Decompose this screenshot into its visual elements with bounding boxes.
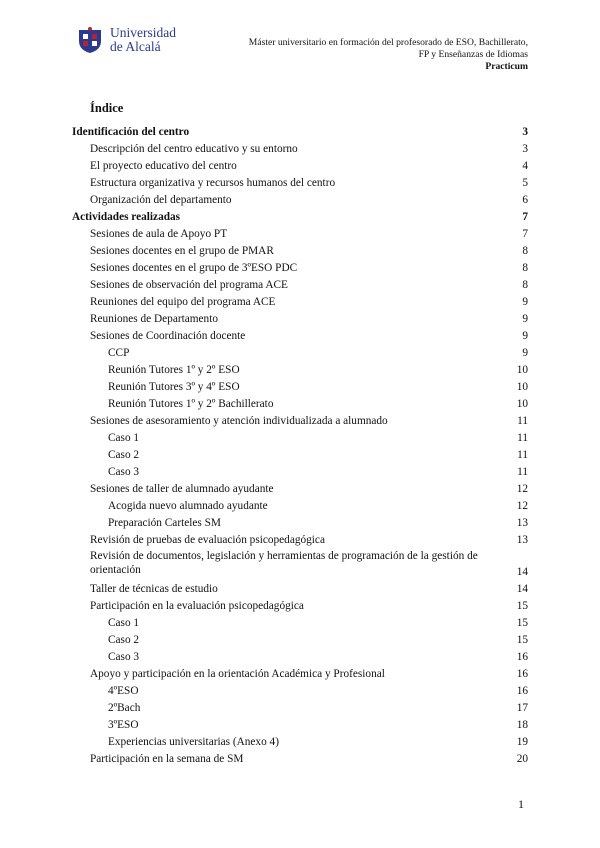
toc-entry-title: Sesiones de asesoramiento y atención individualizada a alumnado xyxy=(90,415,388,427)
toc-entry-page: 4 xyxy=(522,160,528,172)
toc-entry-page: 16 xyxy=(516,685,528,697)
toc-entry-page: 8 xyxy=(522,262,528,274)
header-line-2: FP y Enseñanzas de Idiomas xyxy=(418,49,528,61)
toc-entry-title: 4ºESO xyxy=(108,685,139,697)
toc-entry-title: Actividades realizadas xyxy=(72,211,181,223)
toc-entry-page: 19 xyxy=(516,736,528,748)
toc-entry-page: 13 xyxy=(516,534,528,546)
toc-entry-title: Experiencias universitarias (Anexo 4) xyxy=(108,736,279,748)
toc-entry[interactable] xyxy=(72,243,528,260)
toc-entry[interactable] xyxy=(72,717,528,734)
toc-entry-title: Caso 2 xyxy=(108,634,140,646)
toc-entry-page: 14 xyxy=(516,566,528,578)
header-line-3: Practicum xyxy=(485,61,528,73)
toc-entry-title: Sesiones de aula de Apoyo PT xyxy=(90,228,228,240)
toc-entry[interactable] xyxy=(72,532,528,549)
toc-title: Índice xyxy=(90,101,124,115)
toc-entry-page: 16 xyxy=(516,651,528,663)
toc-entry-title: Estructura organizativa y recursos humanos del centro xyxy=(90,177,336,189)
table-of-contents xyxy=(72,124,528,768)
toc-entry[interactable] xyxy=(72,311,528,328)
toc-entry[interactable] xyxy=(72,632,528,649)
toc-entry-title: El proyecto educativo del centro xyxy=(90,160,237,172)
toc-entry-page: 9 xyxy=(522,330,528,342)
toc-entry-page: 6 xyxy=(522,194,528,206)
header-program-info xyxy=(249,37,528,74)
toc-entry-page: 15 xyxy=(516,617,528,629)
toc-entry[interactable] xyxy=(72,481,528,498)
toc-entry-title: Preparación Carteles SM xyxy=(108,517,221,529)
header-line-1: Máster universitario en formación del profesorado de ESO, Bachillerato, xyxy=(248,37,528,48)
university-logo xyxy=(76,26,176,54)
toc-entry-page: 20 xyxy=(516,753,528,765)
toc-entry-page: 18 xyxy=(516,719,528,731)
toc-entry[interactable] xyxy=(72,209,528,226)
toc-entry[interactable] xyxy=(72,549,528,581)
page-number: 1 xyxy=(518,797,524,811)
toc-entry-title: Sesiones de taller de alumnado ayudante xyxy=(90,483,274,495)
toc-entry-title: Apoyo y participación en la orientación Académica y Profesional xyxy=(90,668,385,680)
toc-entry-title: Participación en la evaluación psicopedagógica xyxy=(90,600,304,612)
toc-entry-title: Reuniones de Departamento xyxy=(90,313,218,325)
toc-entry-title: Reunión Tutores 3º y 4º ESO xyxy=(108,381,240,393)
toc-entry-title: Caso 2 xyxy=(108,449,140,461)
toc-entry[interactable] xyxy=(72,192,528,209)
toc-entry-title: 3ºESO xyxy=(108,719,139,731)
toc-entry-page: 11 xyxy=(517,432,528,444)
toc-entry[interactable] xyxy=(72,345,528,362)
toc-entry-title: 2ºBach xyxy=(108,702,141,714)
toc-entry[interactable] xyxy=(72,226,528,243)
toc-entry-page: 12 xyxy=(516,500,528,512)
toc-entry[interactable] xyxy=(72,751,528,768)
toc-entry[interactable] xyxy=(72,615,528,632)
toc-entry[interactable] xyxy=(72,666,528,683)
toc-entry-title: Sesiones docentes en el grupo de 3ºESO PDC xyxy=(90,262,298,274)
toc-entry-title: Descripción del centro educativo y su entorno xyxy=(90,143,298,155)
university-crest-icon xyxy=(76,26,104,54)
toc-entry-page: 10 xyxy=(516,364,528,376)
toc-entry[interactable] xyxy=(72,396,528,413)
toc-entry[interactable] xyxy=(72,683,528,700)
toc-entry[interactable] xyxy=(72,158,528,175)
toc-entry-title: Taller de técnicas de estudio xyxy=(90,583,218,595)
toc-entry-page: 11 xyxy=(517,415,528,427)
toc-entry-title: Participación en la semana de SM xyxy=(90,753,244,765)
toc-entry-title: Sesiones docentes en el grupo de PMAR xyxy=(90,245,274,257)
toc-entry-page: 12 xyxy=(516,483,528,495)
toc-entry-title: Revisión de documentos, legislación y herramientas de programación de la gestión de orientación xyxy=(90,550,478,576)
toc-entry-page: 9 xyxy=(522,347,528,359)
toc-entry-page: 15 xyxy=(516,600,528,612)
toc-entry-page: 7 xyxy=(522,211,528,223)
toc-entry-page: 8 xyxy=(522,245,528,257)
toc-entry-page: 3 xyxy=(522,126,528,138)
toc-entry-title: Caso 1 xyxy=(108,432,140,444)
toc-entry-title: Sesiones de observación del programa ACE xyxy=(90,279,288,291)
toc-entry-title: Acogida nuevo alumnado ayudante xyxy=(108,500,268,512)
toc-entry[interactable] xyxy=(72,413,528,430)
toc-entry[interactable] xyxy=(72,294,528,311)
toc-entry-page: 5 xyxy=(522,177,528,189)
toc-entry[interactable] xyxy=(72,124,528,141)
toc-entry-page: 14 xyxy=(516,583,528,595)
toc-entry[interactable] xyxy=(72,700,528,717)
toc-entry[interactable] xyxy=(72,734,528,751)
toc-entry-title: Caso 1 xyxy=(108,617,140,629)
toc-entry-page: 8 xyxy=(522,279,528,291)
toc-entry[interactable] xyxy=(72,649,528,666)
toc-entry[interactable] xyxy=(72,277,528,294)
toc-entry-page: 13 xyxy=(516,517,528,529)
toc-entry-page: 16 xyxy=(516,668,528,680)
toc-entry[interactable] xyxy=(72,379,528,396)
toc-entry[interactable] xyxy=(72,498,528,515)
toc-entry[interactable] xyxy=(72,260,528,277)
toc-entry-title: Sesiones de Coordinación docente xyxy=(90,330,246,342)
toc-entry-title: CCP xyxy=(108,347,130,359)
toc-entry[interactable] xyxy=(72,175,528,192)
toc-entry[interactable] xyxy=(72,328,528,345)
university-name-line2: de Alcalá xyxy=(110,39,161,54)
toc-entry-title: Reunión Tutores 1º y 2º Bachillerato xyxy=(108,398,274,410)
toc-entry-page: 10 xyxy=(516,381,528,393)
toc-entry[interactable] xyxy=(72,362,528,379)
toc-entry-title: Reunión Tutores 1º y 2º ESO xyxy=(108,364,240,376)
toc-entry[interactable] xyxy=(72,430,528,447)
toc-entry-page: 17 xyxy=(516,702,528,714)
toc-entry[interactable] xyxy=(72,515,528,532)
toc-entry-page: 11 xyxy=(517,466,528,478)
toc-entry[interactable] xyxy=(72,141,528,158)
toc-entry[interactable] xyxy=(72,598,528,615)
toc-entry-page: 10 xyxy=(516,398,528,410)
toc-entry-page: 11 xyxy=(517,449,528,461)
toc-entry[interactable] xyxy=(72,464,528,481)
toc-entry-title: Organización del departamento xyxy=(90,194,232,206)
toc-entry-title: Identificación del centro xyxy=(72,126,190,138)
toc-entry-page: 3 xyxy=(522,143,528,155)
toc-entry[interactable] xyxy=(72,447,528,464)
toc-entry-title: Caso 3 xyxy=(108,651,140,663)
toc-entry-title: Revisión de pruebas de evaluación psicopedagógica xyxy=(90,534,325,546)
toc-entry[interactable] xyxy=(72,581,528,598)
toc-entry-page: 9 xyxy=(522,313,528,325)
toc-entry-title: Caso 3 xyxy=(108,466,140,478)
toc-entry-page: 7 xyxy=(522,228,528,240)
toc-entry-page: 9 xyxy=(522,296,528,308)
toc-entry-title: Reuniones del equipo del programa ACE xyxy=(90,296,276,308)
toc-entry-page: 15 xyxy=(516,634,528,646)
university-name-line1: Universidad xyxy=(110,25,176,40)
